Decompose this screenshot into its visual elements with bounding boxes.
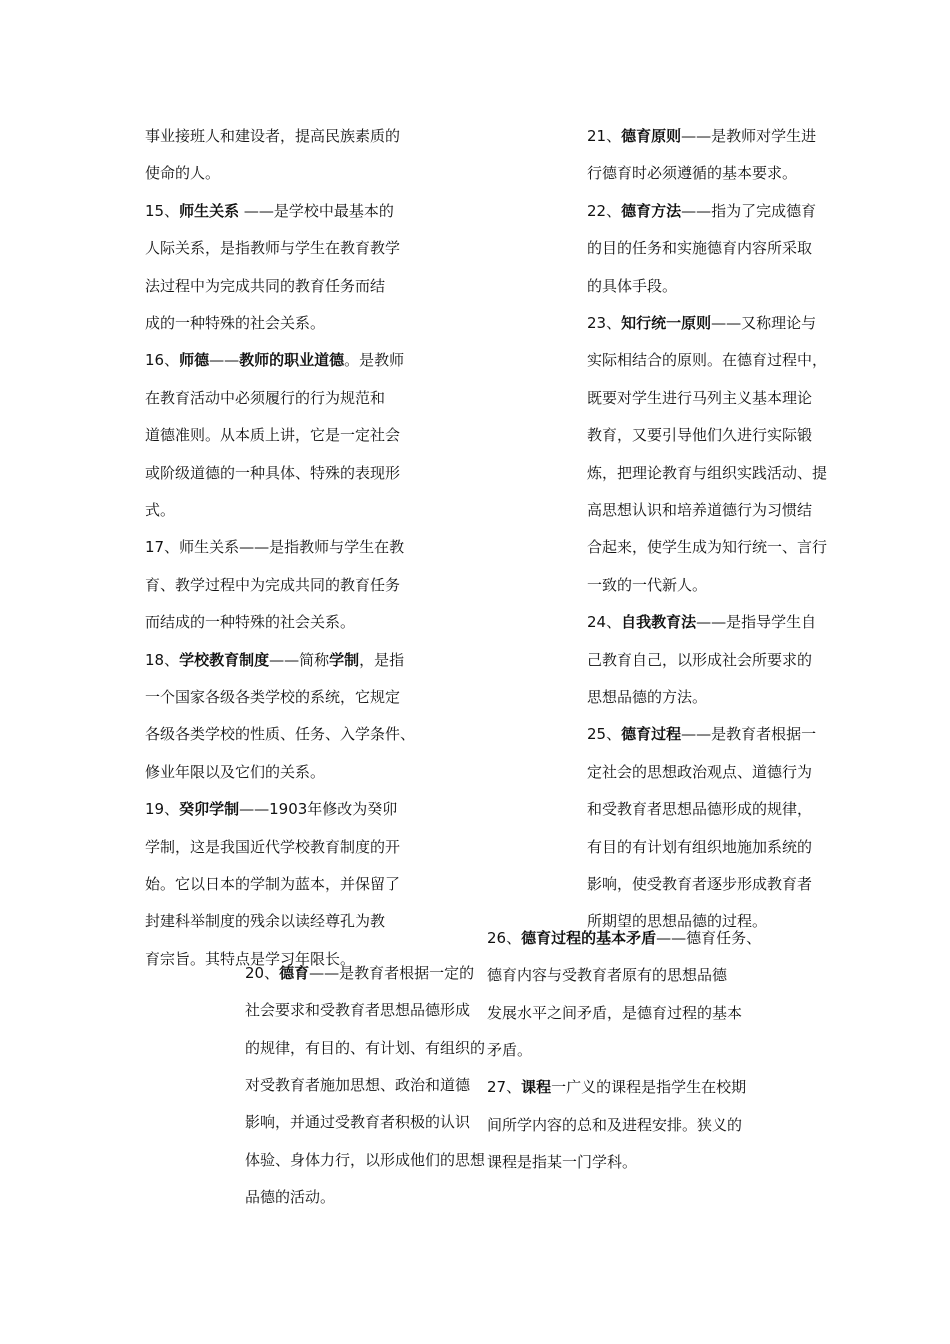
text-run: 间所学内容的总和及进程安排。狭义的 [487,1116,743,1134]
text-run: 有目的有计划有组织地施加系统的 [587,838,813,856]
term-bold: 学校教育制度 [179,651,270,669]
term-bold: 德育方法 [621,202,682,220]
text-run: 15、 [145,202,180,220]
text-run: 人际关系，是指教师与学生在教育教学 [145,239,401,257]
text-line [487,928,761,948]
text-line [587,612,816,632]
text-run: ——德育任务、 [656,929,762,947]
text-run: ，是指 [359,651,405,669]
text-line [145,537,404,557]
text-run: 。是教师 [344,351,405,369]
text-run: ——是教育者根据一 [681,725,817,743]
text-run: 发展水平之间矛盾，是德育过程的基本 [487,1004,743,1022]
text-line [245,1075,470,1095]
text-run: ——又称理论与 [711,314,817,332]
text-run: 各级各类学校的性质、任务、入学条件、 [145,725,416,743]
text-line [487,1077,746,1097]
text-line [145,425,400,445]
text-line [145,687,400,707]
text-line [587,799,812,819]
text-line [145,463,400,483]
text-run: 24、 [587,613,622,631]
text-run: 在教育活动中必须履行的行为规范和 [145,389,386,407]
text-line [587,724,816,744]
text-run: 教育，又要引导他们久进行实际锻 [587,426,813,444]
text-line [145,313,325,333]
term-bold: 师生关系 [179,202,240,220]
text-run: 22、 [587,202,622,220]
text-line [587,163,797,183]
term-bold: 癸卯学制 [179,800,240,818]
term-bold: 课程 [521,1078,552,1096]
text-line [145,762,325,782]
text-run: 17、 [145,538,180,556]
text-line [145,575,400,595]
text-line [587,388,812,408]
text-run: 实际相结合的原则。在德育过程中， [587,351,828,369]
text-run: ——是教师对学生进 [681,127,817,145]
text-line [587,537,827,557]
text-line [487,1115,742,1135]
term-bold: 自我教育法 [621,613,697,631]
text-line [587,425,812,445]
text-run: 使命的人。 [145,164,221,182]
text-line [145,126,400,146]
text-run: 的目的任务和实施德育内容所采取 [587,239,813,257]
text-run: 21、 [587,127,622,145]
text-run: 和受教育者思想品德形成的规律， [587,800,813,818]
text-line [587,201,816,221]
text-run: 矛盾。 [487,1041,533,1059]
text-run: 育、教学过程中为完成共同的教育任务 [145,576,401,594]
text-line [245,963,474,983]
text-run: 始。它以日本的学制为蓝本，并保留了 [145,875,401,893]
text-line [587,650,812,670]
text-run: 成的一种特殊的社会关系。 [145,314,326,332]
text-run: 品德的活动。 [245,1188,336,1206]
text-line [245,1187,335,1207]
text-line [587,126,816,146]
text-run: 26、 [487,929,522,947]
term-bold: 知行统一原则 [621,314,712,332]
text-run: 课程是指某一门学科。 [487,1153,638,1171]
text-run: —— [239,800,270,818]
term-bold: 教师的职业道德 [239,351,345,369]
text-line [587,575,707,595]
text-line [145,650,404,670]
text-line [145,724,415,744]
text-run: ——指为了完成德育 [681,202,817,220]
text-run: 育宗旨。其特点是学习年限长。 [145,950,356,968]
text-run: 道德准则。从本质上讲，它是一定社会 [145,426,401,444]
text-line [145,276,385,296]
text-line [587,238,812,258]
text-run: 合起来，使学生成为知行统一、言行 [587,538,828,556]
term-bold: 德育过程的基本矛盾 [521,929,657,947]
text-run: 年修改为癸卯 [307,800,398,818]
text-run: 影响，并通过受教育者积极的认识 [245,1113,471,1131]
text-run: 己教育自己，以形成社会所要求的 [587,651,813,669]
text-line [245,1112,470,1132]
text-line [145,612,355,632]
text-run: 社会要求和受教育者思想品德形成 [245,1001,471,1019]
text-run: 所期望的思想品德的过程。 [587,912,768,930]
text-line [145,238,400,258]
text-run: 1903 [269,800,308,818]
text-line [245,1150,485,1170]
text-run: 法过程中为完成共同的教育任务而结 [145,277,386,295]
text-line [145,911,385,931]
text-line [245,1038,485,1058]
text-run: ——简称 [269,651,330,669]
text-run: 行德育时必须遵循的基本要求。 [587,164,798,182]
text-line [587,874,812,894]
text-line [145,350,404,370]
text-line [145,500,175,520]
text-run: 既要对学生进行马列主义基本理论 [587,389,813,407]
text-run: 而结成的一种特殊的社会关系。 [145,613,356,631]
term-bold: 德育原则 [621,127,682,145]
text-line [145,837,400,857]
text-run: 封建科举制度的残余以读经尊孔为教 [145,912,386,930]
text-line [145,163,220,183]
text-line [587,837,812,857]
text-run: 27、 [487,1078,522,1096]
text-run: 定社会的思想政治观点、道德行为 [587,763,813,781]
text-run: ——是教育者根据一定的 [309,964,475,982]
term-bold: 师德 [179,351,210,369]
text-run: 20、 [245,964,280,982]
text-line [487,965,727,985]
text-run: 的具体手段。 [587,277,678,295]
text-line [145,388,385,408]
text-line [587,350,827,370]
text-run: 16、 [145,351,180,369]
text-run: 事业接班人和建设者，提高民族素质的 [145,127,401,145]
text-run: 或阶级道德的一种具体、特殊的表现形 [145,464,401,482]
text-run: 一广义的课程是指学生在校期 [551,1078,747,1096]
term-bold: 德育 [279,964,310,982]
text-run: ——是学校中最基本的 [239,202,394,220]
term-bold: 学制 [329,651,360,669]
text-run: 一致的一代新人。 [587,576,708,594]
text-run: 思想品德的方法。 [587,688,708,706]
text-line [487,1003,742,1023]
text-run: 体验、身体力行，以形成他们的思想 [245,1151,486,1169]
text-line [145,201,394,221]
text-run: 师生关系——是指教师与学生在教 [179,538,405,556]
term-bold: 德育过程 [621,725,682,743]
text-line [587,463,827,483]
text-line [587,276,677,296]
text-line [245,1000,470,1020]
text-line [487,1152,637,1172]
text-line [487,1040,532,1060]
text-run: 学制，这是我国近代学校教育制度的开 [145,838,401,856]
text-run: 德育内容与受教育者原有的思想品德 [487,966,728,984]
text-run: 高思想认识和培养道德行为习惯结 [587,501,813,519]
text-run: 25、 [587,725,622,743]
text-run: 式。 [145,501,176,519]
text-run: 炼，把理论教育与组织实践活动、提 [587,464,828,482]
text-run: ——是指导学生自 [696,613,817,631]
text-run: 19、 [145,800,180,818]
text-run: —— [209,351,240,369]
text-run: 23、 [587,314,622,332]
text-run: 一个国家各级各类学校的系统，它规定 [145,688,401,706]
text-run: 修业年限以及它们的关系。 [145,763,326,781]
text-run: 18、 [145,651,180,669]
text-line [587,687,707,707]
text-run: 对受教育者施加思想、政治和道德 [245,1076,471,1094]
text-line [587,313,816,333]
text-line [145,874,400,894]
text-run: 影响，使受教育者逐步形成教育者 [587,875,813,893]
text-run: 的规律，有目的、有计划、有组织的 [245,1039,486,1057]
text-line [587,762,812,782]
text-line [145,799,397,819]
text-line [587,500,812,520]
